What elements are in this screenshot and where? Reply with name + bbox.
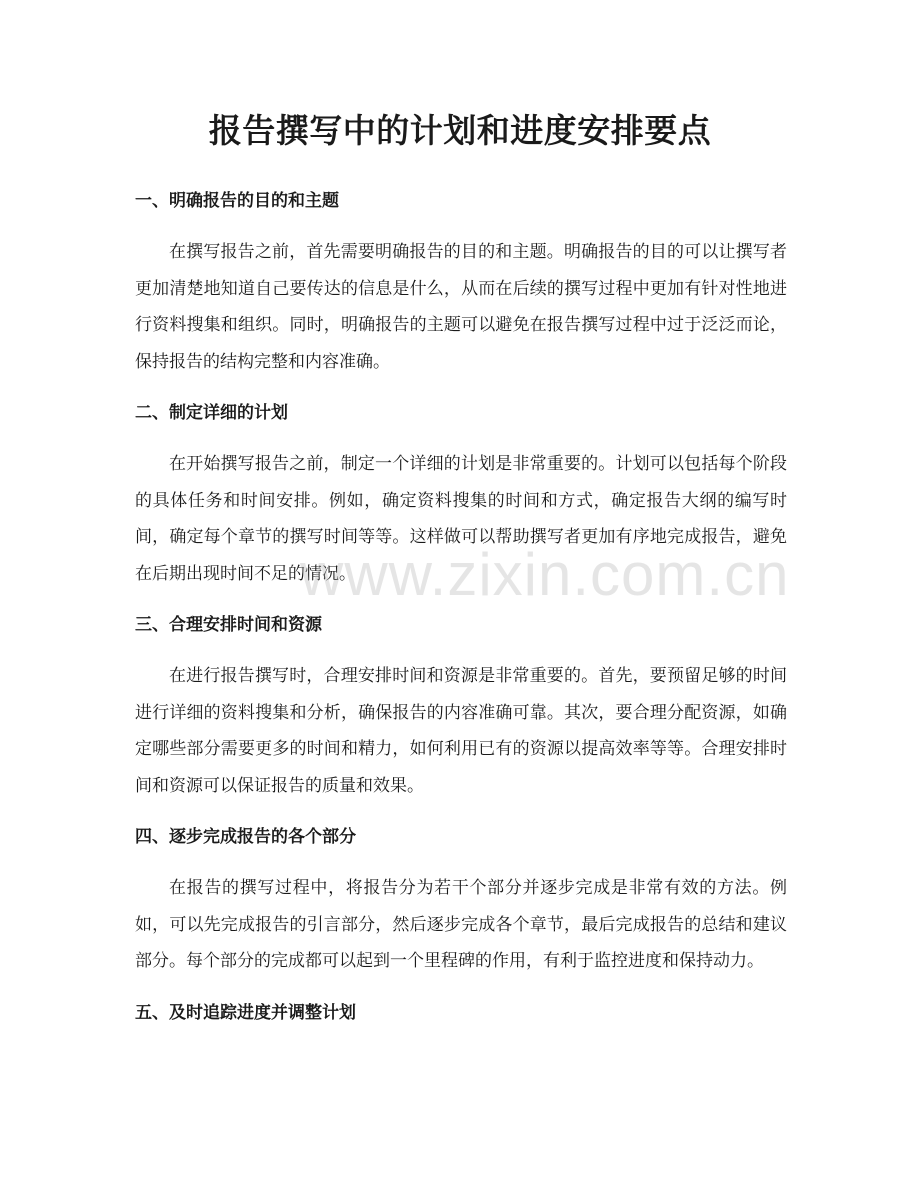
section-heading: 二、制定详细的计划 [135, 403, 288, 423]
section-paragraph: 在进行报告撰写时，合理安排时间和资源是非常重要的。首先，要预留足够的时间进行详细的资料搜集和分析，确保报告的内容准确可靠。其次，要合理分配资源，如确定哪些部分需要更多的时间和精力，如何利用已有的资源以提高效率等等。合理安排时间和资源可以保证报告的质量和效果。 [135, 666, 787, 796]
section-heading: 一、明确报告的目的和主题 [135, 191, 339, 211]
section-heading: 五、及时追踪进度并调整计划 [135, 1002, 356, 1023]
section-2 [135, 396, 787, 592]
section-paragraph: 在开始撰写报告之前，制定一个详细的计划是非常重要的。计划可以包括每个阶段的具体任务和时间安排。例如，确定资料搜集的时间和方式，确定报告大纲的编写时间，确定每个章节的撰写时间等等。这样做可以帮助撰写者更加有序地完成报告，避免在后期出现时间不足的情况。 [135, 454, 787, 584]
section-heading: 四、逐步完成报告的各个部分 [135, 827, 356, 847]
section-heading: 三、合理安排时间和资源 [135, 615, 322, 635]
section-paragraph: 在撰写报告之前，首先需要明确报告的目的和主题。明确报告的目的可以让撰写者更加清楚地知道自己要传达的信息是什么，从而在后续的撰写过程中更加有针对性地进行资料搜集和组织。同时，明确报告的主题可以避免在报告撰写过程中过于泛泛而论，保持报告的结构完整和内容准确。 [135, 242, 787, 372]
section-3 [135, 608, 787, 804]
section-paragraph: 在报告的撰写过程中，将报告分为若干个部分并逐步完成是非常有效的方法。例如，可以先完成报告的引言部分，然后逐步完成各个章节，最后完成报告的总结和建议部分。每个部分的完成都可以起到一个里程碑的作用，有利于监控进度和保持动力。 [135, 878, 787, 971]
section-4 [135, 820, 787, 980]
document-title: 报告撰写中的计划和进度安排要点 [208, 111, 712, 150]
watermark: www.zixin.com.cn [300, 541, 790, 608]
document-content [135, 184, 790, 1046]
section-5 [135, 996, 787, 1030]
section-1 [135, 184, 787, 380]
